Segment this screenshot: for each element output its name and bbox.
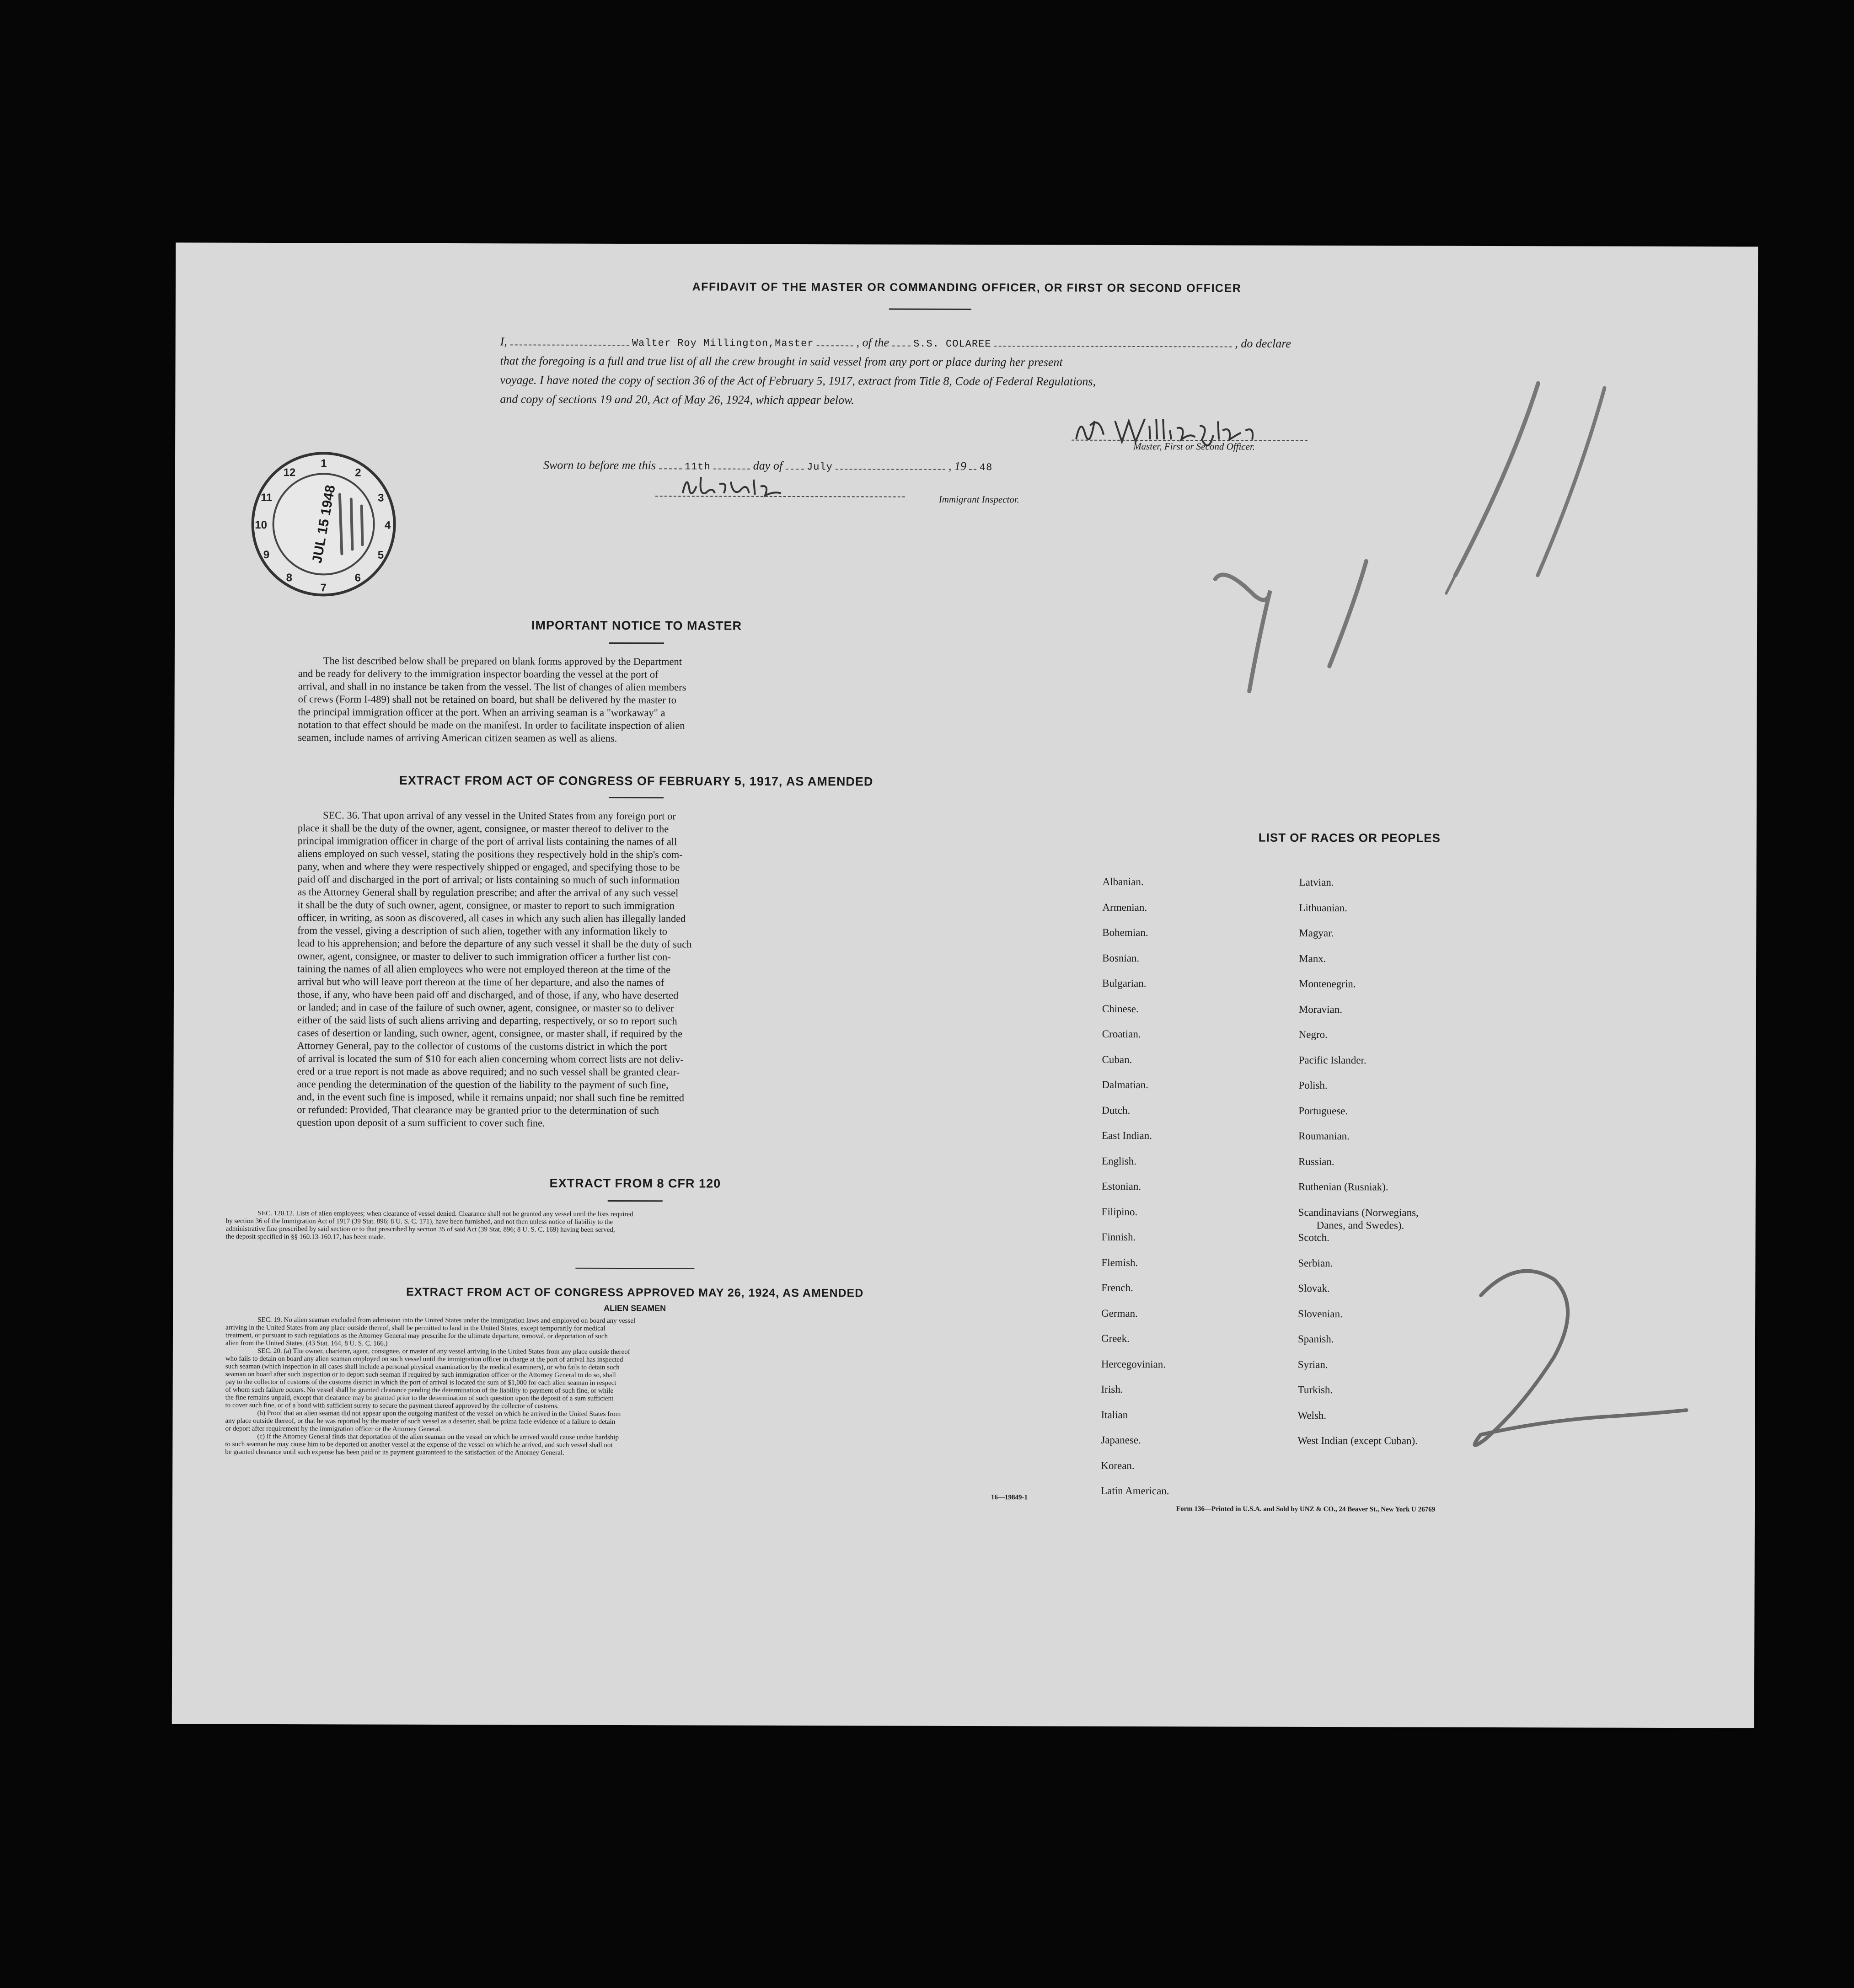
extract-1924-body — [225, 1316, 1044, 1459]
form-code: 16—19849-1 — [991, 1494, 1028, 1502]
affidavit-line-4: and copy of sections 19 and 20, Act of May 26, 1924, which appear below. — [500, 392, 854, 407]
race-item: Hercegovinian. — [1101, 1358, 1166, 1370]
extract-1917-line: taining the names of all alien employees who were not employed thereon at the time of the — [297, 963, 671, 976]
affidavit-do-declare: , do declare — [1235, 337, 1291, 350]
year-field: 48 — [979, 462, 993, 474]
extract-1924-subtitle: ALIEN SEAMEN — [604, 1303, 666, 1313]
race-item: Roumanian. — [1298, 1130, 1350, 1142]
race-item: Welsh. — [1297, 1409, 1327, 1421]
extract-1924-line: SEC. 20. (a) The owner, charterer, agent, consignee, or master of any vessel arriving in the United States from any place outside thereof — [257, 1347, 630, 1356]
race-item: Scotch. — [1298, 1231, 1329, 1244]
extract-1917-line: Attorney General, pay to the collector of customs of the customs district in which the port — [297, 1040, 667, 1053]
race-item: Armenian. — [1102, 901, 1147, 913]
notice-line: The list described below shall be prepared on blank forms approved by the Department — [323, 655, 682, 668]
race-item: Polish. — [1298, 1079, 1328, 1091]
notice-title: IMPORTANT NOTICE TO MASTER — [531, 618, 742, 633]
race-item: Italian — [1101, 1409, 1128, 1421]
extract-8cfr-title: EXTRACT FROM 8 CFR 120 — [549, 1176, 721, 1191]
race-item: East Indian. — [1102, 1129, 1152, 1142]
extract-8cfr-line: by section 36 of the Immigration Act of 1917 (39 Stat. 896; 8 U. S. C. 171), have been furnished, and not then unless notice of liability to the — [225, 1217, 613, 1226]
stamp-number: 12 — [283, 466, 296, 479]
stamp-number: 1 — [321, 457, 327, 470]
notice-line: arrival, and shall in no instance be taken from the vessel. The list of changes of alien members — [298, 680, 686, 693]
stamp-number: 5 — [377, 549, 384, 561]
race-item: West Indian (except Cuban). — [1297, 1434, 1418, 1447]
extract-1924-line: (c) If the Attorney General finds that deportation of the alien seaman on the vessel on which he arrived would cause undue hardship — [257, 1432, 619, 1442]
race-item: Bulgarian. — [1102, 977, 1147, 989]
extract-1924-title: EXTRACT FROM ACT OF CONGRESS APPROVED MAY 26, 1924, AS AMENDED — [406, 1285, 864, 1300]
extract-1917-line: aliens employed on such vessel, stating the positions they respectively hold in the ship's com- — [297, 848, 683, 860]
extract-1917-line: or refunded: Provided, That clearance may be granted prior to the determination of such — [297, 1104, 659, 1117]
race-item: Greek. — [1101, 1332, 1130, 1344]
race-item: Irish. — [1101, 1383, 1123, 1395]
extract-1924-line: arriving in the United States from any place outside thereof, shall be permitted to land in the United States, except temporarily for medical — [225, 1324, 605, 1332]
race-item: French. — [1101, 1282, 1133, 1293]
day-field: 11th — [684, 461, 711, 473]
extract-1917-line: cases of desertion or landing, such owner, agent, consignee, or master shall, if required by the — [297, 1027, 683, 1040]
month-field: July — [807, 461, 833, 473]
race-item: English. — [1101, 1155, 1137, 1167]
extract-1917-line: either of the said lists of such aliens arriving and departing, respectively, or so to report such — [297, 1014, 677, 1027]
race-item: German. — [1101, 1307, 1138, 1319]
affidavit-line-2: that the foregoing is a full and true list of all the crew brought in said vessel from any port or place during her present — [500, 354, 1063, 369]
extract-1924-line: of whom such failure occurs. No vessel shall be granted clearance pending the determination of the liability to payment of such fine, or while — [225, 1386, 614, 1395]
extract-1917-line: question upon deposit of a sum sufficient to cover such fine. — [297, 1117, 545, 1129]
extract-8cfr-line: administrative fine prescribed by said section or to that prescribed by section 35 of said Act (39 Stat. 896; 8 U. S. C. 169) having been served, — [225, 1225, 615, 1234]
race-item: Danes, and Swedes). — [1316, 1219, 1404, 1231]
stamp-number: 6 — [354, 572, 361, 584]
affidavit-line-3: voyage. I have noted the copy of section 36 of the Act of February 5, 1917, extract from Title 8, Code of Federal Regulations, — [500, 373, 1096, 388]
extract-1924-line: treatment, or pursuant to such regulations as the Attorney General may prescribe for the ultimate departure, removal, or deportation of such — [225, 1331, 608, 1340]
divider-rule — [575, 1268, 694, 1269]
race-item: Pacific Islander. — [1298, 1054, 1366, 1066]
extract-1917-line: principal immigration officer in charge of the port of arrival lists containing the names of all — [297, 835, 677, 848]
extract-8cfr-body — [226, 1210, 1045, 1243]
document-sheet — [172, 242, 1758, 1728]
race-item: Portuguese. — [1298, 1105, 1348, 1117]
master-name-field: Walter Roy Millington,Master — [632, 337, 814, 350]
extract-1917-line: those, if any, who have been paid off and discharged, and of those, if any, who have deserted — [297, 989, 679, 1001]
stamp-number: 2 — [355, 466, 361, 479]
stamp-number: 4 — [384, 519, 391, 532]
race-item: Bohemian. — [1102, 926, 1148, 939]
race-item: Ruthenian (Rusniak). — [1298, 1181, 1388, 1193]
race-item: Chinese. — [1102, 1003, 1139, 1015]
race-item: Lithuanian. — [1299, 902, 1347, 914]
extract-1924-line: pay to the collector of customs of the customs district in which the port of arrival is located the sum of $1,000 for each alien seaman in respect — [225, 1378, 616, 1387]
extract-1924-line: the fine remains unpaid, except that clearance may be granted prior to the determination of such question upon the deposit of a sum sufficient — [225, 1394, 614, 1402]
stamp-number: 9 — [263, 548, 270, 561]
races-title: LIST OF RACES OR PEOPLES — [1258, 830, 1441, 845]
race-item: Finnish. — [1101, 1231, 1136, 1243]
extract-1917-line: pany, when and where they were respectively shipped or engaged, and specifying those to be — [297, 860, 680, 873]
extract-1917-line: officer, in writing, as soon as discovered, all cases in which any such alien has illegally landed — [297, 912, 686, 925]
extract-1924-line: seaman on board after such inspection or to deport such seaman if required by such immigration officer or the Attorney General to do so, shall — [225, 1370, 616, 1379]
title-rule — [889, 309, 971, 310]
affidavit-of-the: , of the — [856, 336, 889, 349]
extract-1924-line: to cover such fine, or of a bond with sufficient surety to secure the payment thereof approved by the collector of customs. — [225, 1401, 559, 1410]
extract-1924-line: SEC. 19. No alien seaman excluded from admission into the United States under the immigration laws and employed on board any vessel — [257, 1316, 636, 1325]
extract-1917-line: owner, agent, consignee, or master to deliver to such immigration officer a further list con- — [297, 950, 671, 963]
race-item: Syrian. — [1297, 1358, 1328, 1370]
extract-1924-line: be granted clearance until such expense has been paid or its payment guaranteed to the satisfaction of the Attorney General. — [225, 1448, 564, 1457]
extract-1917-line: of arrival is located the sum of $10 for each alien concerning whom correct lists are not deliv- — [297, 1053, 684, 1065]
race-item: Cuban. — [1102, 1053, 1132, 1065]
race-item: Croatian. — [1102, 1028, 1141, 1040]
race-item: Spanish. — [1297, 1333, 1334, 1345]
notice-rule — [609, 642, 664, 644]
race-item: Montenegrin. — [1298, 978, 1356, 990]
race-item: Korean. — [1101, 1459, 1135, 1471]
notice-line: of crews (Form I-489) shall not be retained on board, but shall be delivered by the master to — [298, 693, 676, 706]
stamp-number: 11 — [261, 491, 273, 504]
extract-1917-line: ance pending the determination of the question of the liability to the payment of such fine, — [297, 1078, 669, 1091]
extract-1917-line: lead to his apprehension; and before the departure of any such vessel it shall be the duty of such — [297, 937, 692, 950]
master-caption: Master, First or Second Officer. — [1133, 440, 1255, 452]
stamp-date: JUL 15 1948 — [309, 484, 338, 565]
stamp-number: 3 — [378, 492, 384, 504]
extract-1917-line: and, in the event such fine is imposed, while it remains unpaid; nor shall such fine be remitted — [297, 1091, 685, 1104]
handwritten-annotation-top — [1190, 364, 1657, 717]
race-item: Estonian. — [1101, 1180, 1141, 1192]
affidavit-i: I, — [500, 335, 507, 348]
extract-1917-line: ered or a true report is not made as above required; and no such vessel shall be granted clear- — [297, 1065, 680, 1078]
document-title: AFFIDAVIT OF THE MASTER OR COMMANDING OFFICER, OR FIRST OR SECOND OFFICER — [692, 280, 1242, 295]
year-prefix: , 19 — [948, 459, 966, 473]
extract-1924-line: alien from the United States. (43 Stat. 164, 8 U. S. C. 166.) — [225, 1339, 388, 1347]
extract-1924-line: (b) Proof that an alien seaman did not appear upon the outgoing manifest of the vessel on which he arrived in the United States from — [257, 1409, 621, 1418]
extract-1917-line: it shall be the duty of such owner, agent, consignee, or master to report to such immigration — [297, 899, 675, 912]
race-item: Latin American. — [1101, 1485, 1169, 1497]
race-item: Bosnian. — [1102, 952, 1140, 964]
extract-1917-line: SEC. 36. That upon arrival of any vessel in the United States from any foreign port or — [322, 809, 676, 822]
race-item: Albanian. — [1102, 876, 1144, 888]
extract-1917-rule — [609, 797, 664, 798]
extract-1924-line: any place outside thereof, or that he was reported by the master of such vessel as a deserter, shall be prima facie evidence of a failure to detain — [225, 1417, 616, 1426]
race-item: Turkish. — [1297, 1384, 1333, 1396]
race-item: Negro. — [1298, 1028, 1328, 1041]
affidavit-line-1 — [500, 335, 1291, 351]
race-item: Filipino. — [1101, 1206, 1138, 1218]
inspection-date-stamp — [248, 449, 399, 600]
day-of-label: day of — [753, 459, 783, 472]
extract-1917-line: arrival but who will leave port thereon at the time of her departure, and also the names of — [297, 976, 664, 989]
extract-1917-line: from the vessel, giving a description of such alien, together with any information likely to — [297, 925, 667, 937]
extract-1924-line: or deport after requirement by the immigration officer or the Attorney General. — [225, 1425, 442, 1433]
extract-8cfr-line: the deposit specified in §§ 160.13-160.17, has been made. — [225, 1233, 385, 1241]
race-item: Flemish. — [1101, 1256, 1138, 1268]
race-item: Russian. — [1298, 1155, 1334, 1167]
race-item: Scandinavians (Norwegians, — [1298, 1206, 1419, 1218]
extract-1924-line: such seaman (which inspection in all cases shall include a personal physical examination by the medical examiners), or who fails to detain such — [225, 1363, 620, 1372]
sworn-label: Sworn to before me this — [543, 458, 656, 472]
race-item: Moravian. — [1298, 1003, 1343, 1015]
race-item: Slovenian. — [1298, 1308, 1343, 1320]
inspector-signature — [655, 468, 930, 505]
extract-1917-line: or landed; and in case of the failure of such owner, agent, consignee, or master so to deliver — [297, 1001, 674, 1014]
race-item: Latvian. — [1299, 876, 1334, 888]
extract-1924-line: who fails to detain on board any alien seaman employed on such vessel until the immigration officer in charge at the port of arrival has inspected — [225, 1355, 623, 1364]
notice-line: the principal immigration officer at the port. When an arriving seaman is a "workaway" a — [298, 706, 665, 719]
race-item: Magyar. — [1299, 927, 1334, 939]
stamp-number: 8 — [286, 572, 293, 584]
stamp-number: 7 — [320, 582, 327, 594]
stamp-number: 10 — [255, 518, 268, 532]
race-item: Dutch. — [1102, 1104, 1131, 1116]
race-item: Manx. — [1299, 952, 1326, 964]
vessel-name-field: S.S. COLAREE — [913, 338, 991, 350]
extract-1917-body — [297, 809, 975, 1131]
extract-1917-line: as the Attorney General shall by regulation prescribe; and after the arrival of any such vessel — [297, 886, 679, 899]
race-item: Slovak. — [1298, 1282, 1330, 1294]
extract-1917-line: paid off and discharged in the port of arrival; or lists containing so much of such information — [297, 873, 680, 886]
form-imprint: Form 136—Printed in U.S.A. and Sold by UNZ & CO., 24 Beaver St., New York U 26769 — [1176, 1505, 1436, 1513]
handwritten-annotation-bottom — [1448, 1252, 1705, 1454]
inspector-caption: Immigrant Inspector. — [938, 493, 1019, 505]
race-item: Dalmatian. — [1102, 1079, 1149, 1091]
notice-line: notation to that effect should be made on the manifest. In order to facilitate inspection of alien — [298, 719, 685, 732]
extract-8cfr-line: SEC. 120.12. Lists of alien employees; when clearance of vessel denied. Clearance shall not be granted any vessel until the lists required — [257, 1209, 633, 1218]
extract-1917-line: place it shall be the duty of the owner, agent, consignee, or master thereof to deliver to the — [297, 822, 669, 835]
notice-line: and be ready for delivery to the immigration inspector boarding the vessel at the port of — [298, 668, 659, 680]
race-item: Japanese. — [1101, 1434, 1141, 1446]
extract-8cfr-rule — [608, 1200, 663, 1202]
race-item: Serbian. — [1298, 1257, 1333, 1269]
notice-body — [298, 654, 975, 746]
extract-1917-title: EXTRACT FROM ACT OF CONGRESS OF FEBRUARY 5, 1917, AS AMENDED — [399, 773, 873, 789]
extract-1924-line: to such seaman he may cause him to be deported on another vessel at the expense of the vessel on which he arrived, and such vessel shall not — [225, 1440, 613, 1449]
notice-line: seamen, include names of arriving American citizen seamen as well as aliens. — [298, 732, 617, 744]
